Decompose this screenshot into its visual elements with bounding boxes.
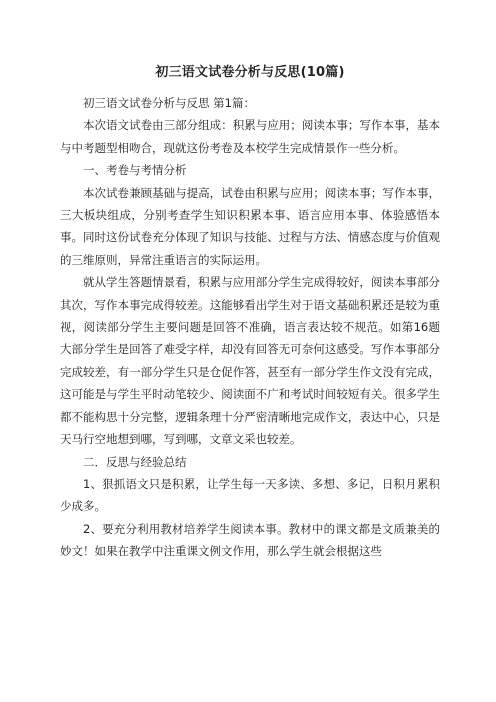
paragraph-intro: 本次语文试卷由三部分组成：积累与应用；阅读本事；写作本事，基本与中考题型相吻合，现就这份考卷及本校学生完成情景作一些分析。 [60,118,440,155]
paragraph-heading-first-article: 初三语文试卷分析与反思 第1篇： [83,96,255,110]
document-page [60,64,440,563]
paragraph-reflection-point-1: 1、狠抓语文只是积累，让学生每一天多读、多想、多记，日积月累积少成多。 [60,476,440,514]
document-title: 初三语文试卷分析与反思(10篇) [155,65,345,80]
section-heading-exam-analysis: 一、考卷与考情分析 [83,163,187,178]
paragraph-reflection-point-2: 2、要充分利用教材培养学生阅读本事。教材中的课文都是文质兼美的妙文！如果在教学中注重课文例文作用，那么学生就会根据这些 [60,521,440,559]
section-heading-reflection: 二．反思与经验总结 [83,454,187,469]
paragraph-exam-structure: 本次试卷兼顾基础与提高，试卷由积累与应用；阅读本事；写作本事，三大板块组成，分别考查学生知识积累本事、语言应用本事、体验感悟本事。同时这份试卷充分体现了知识与技能、过程与方法、情感态度与价值观的三维原则，异常注重语言的实际运用。 [60,185,440,267]
paragraph-student-performance: 就从学生答题情景看，积累与应用部分学生完成得较好，阅读本事部分其次，写作本事完成得较差。这能够看出学生对于语文基础积累还是较为重视，阅读部分学生主要问题是回答不准确，语言表达较不规范。如第16题大部分学生是回答了难受字样，却没有回答无可奈何这感受。写作本事部分完成较差，有一部分学生只是仓促作答，甚至有一部分学生作文没有完成，这可能是与学生平时动笔较少、阅读面不广和考试时间较短有关。很多学生都不能构思十分完整，逻辑条理十分严密清晰地完成作文，表达中心，只是天马行空地想到哪，写到哪，文章文采也较差。 [60,275,440,447]
